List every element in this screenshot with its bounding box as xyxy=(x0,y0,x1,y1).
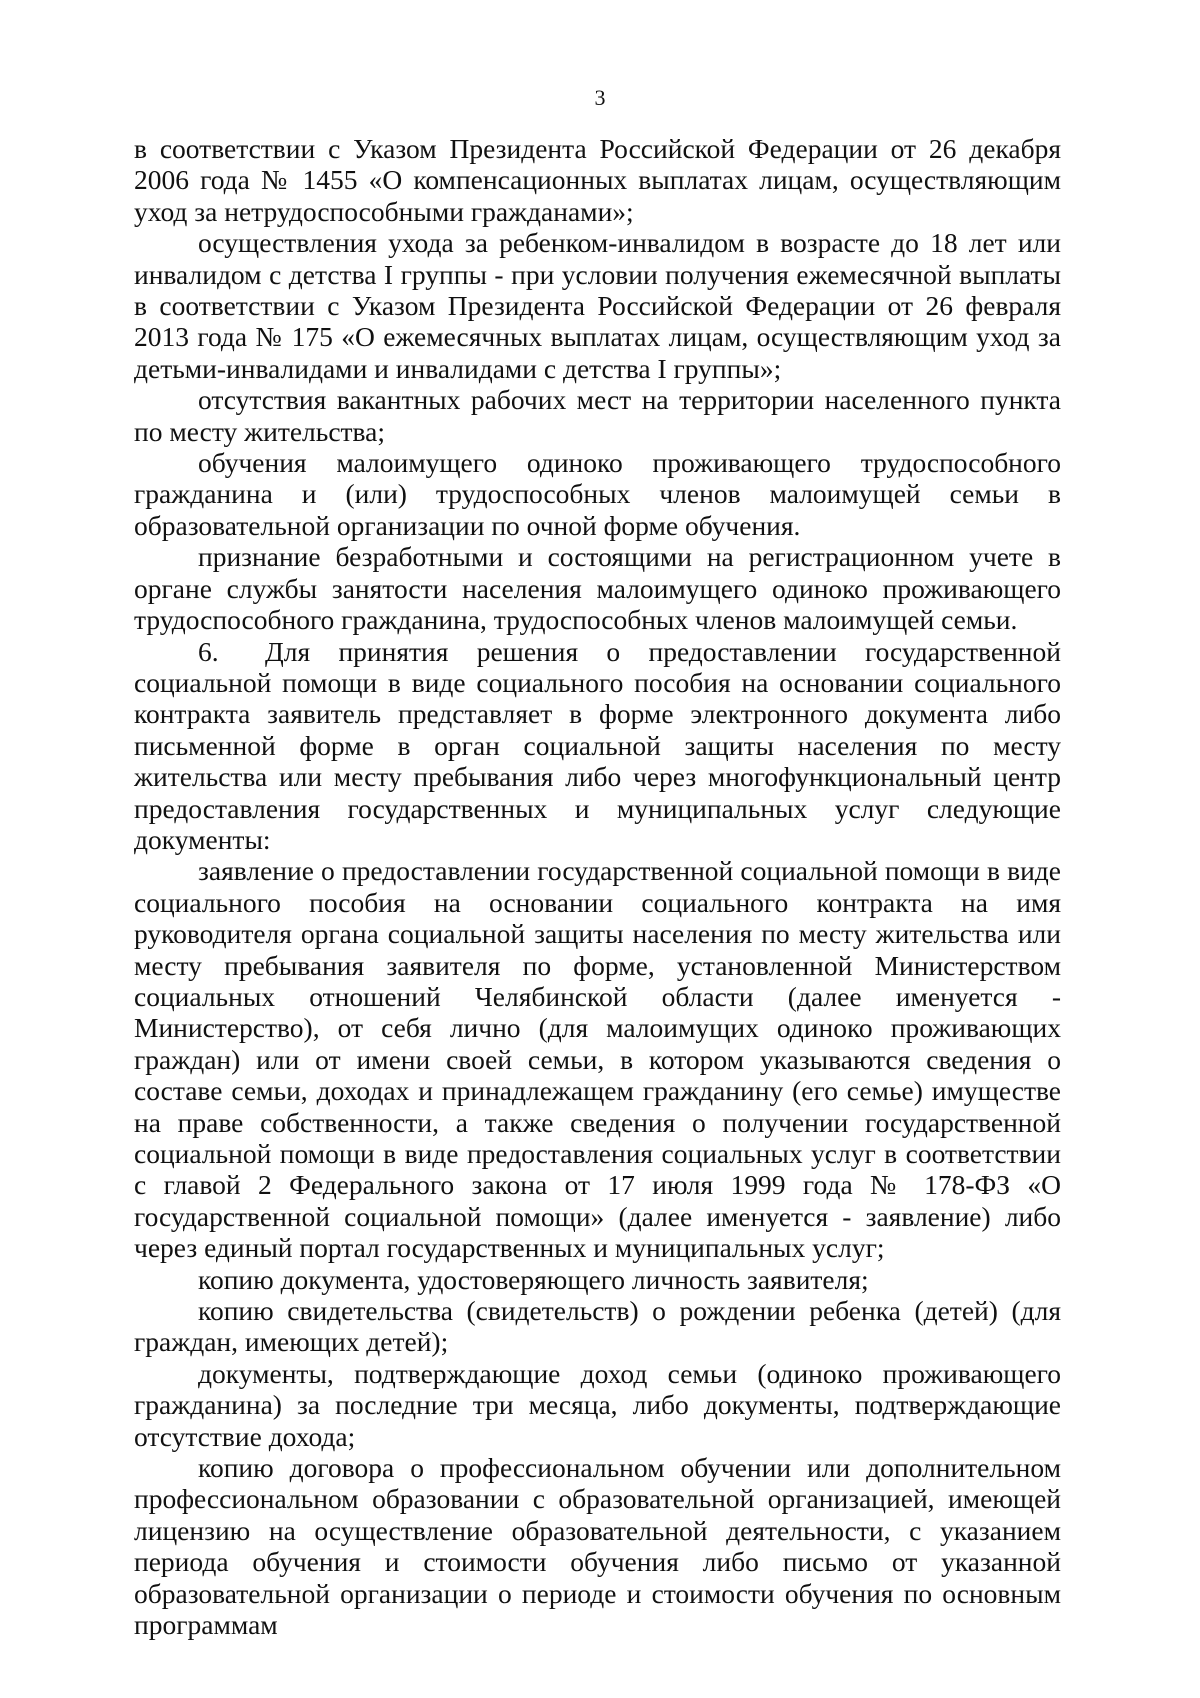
paragraph-application: заявление о предоставлении государственной социальной помощи в виде социального пособия на основании социального контракта на имя руководителя органа социальной защиты населения по месту жительства или месту пребывания заявителя по форме, установленной Министерством социальных отношений Челябинской области (далее именуется - Министерство), от себя лично (для малоимущих одиноко проживающих граждан) или от имени своей семьи, в котором указываются сведения о составе семьи, доходах и принадлежащем гражданину (его семье) имуществе на праве собственности, а также сведения о получении государственной социальной помощи в виде предоставления социальных услуг в соответствии с главой 2 Федерального закона от 17 июля 1999 года № 178-ФЗ «О государственной социальной помощи» (далее именуется - заявление) либо через единый портал государственных и муниципальных услуг; xyxy=(134,855,1061,1264)
item-number: 6. xyxy=(198,635,219,667)
paragraph-training-contract: копию договора о профессиональном обучении или дополнительном профессиональном образовании с образовательной организацией, имеющей лицензию на осуществление образовательной деятельности, с указанием периода обучения и стоимости обучения либо письмо от указанной образовательной организации о периоде и стоимости обучения по основным программам xyxy=(134,1452,1061,1641)
paragraph-id-copy: копию документа, удостоверяющего личность заявителя; xyxy=(198,1263,869,1295)
paragraph-no-vacancies: отсутствия вакантных рабочих мест на территории населенного пункта по месту жительства; xyxy=(134,384,1061,447)
paragraph-decree-1455: в соответствии с Указом Президента Российской Федерации от 26 декабря 2006 года № 1455 «О компенсационных выплатах лицам, осуществляющим уход за нетрудоспособными гражданами»; xyxy=(134,133,1061,227)
item-6-text: Для принятия решения о предоставлении государственной социальной помощи в виде социального пособия на основании социального контракта заявитель представляет в форме электронного документа либо письменной форме в орган социальной защиты населения по месту жительства или месту пребывания либо через многофункциональный центр предоставления государственных и муниципальных услуг следующие документы: xyxy=(134,635,1061,855)
paragraph-full-time-study: обучения малоимущего одиноко проживающего трудоспособного гражданина и (или) трудоспособных членов малоимущей семьи в образовательной организации по очной форме обучения. xyxy=(134,447,1061,541)
document-body xyxy=(134,133,1061,1641)
paragraph-item-6 xyxy=(134,636,1061,856)
paragraph-unemployed-status: признание безработными и состоящими на регистрационном учете в органе службы занятости населения малоимущего одиноко проживающего трудоспособного гражданина, трудоспособных членов малоимущей семьи. xyxy=(134,541,1061,636)
paragraph-income-documents: документы, подтверждающие доход семьи (одиноко проживающего гражданина) за последние три месяца, либо документы, подтверждающие отсутствие дохода; xyxy=(134,1357,1061,1452)
paragraph-child-care: осуществления ухода за ребенком-инвалидом в возрасте до 18 лет или инвалидом с детства I группы - при условии получения ежемесячной выплаты в соответствии с Указом Президента Российской Федерации от 26 февраля 2013 года № 175 «О ежемесячных выплатах лицам, осуществляющим уход за детьми-инвалидами и инвалидами с детства I группы»; xyxy=(134,227,1061,384)
paragraph-birth-certificate: копию свидетельства (свидетельств) о рождении ребенка (детей) (для граждан, имеющих детей); xyxy=(134,1295,1061,1358)
page-number: 3 xyxy=(594,85,606,110)
